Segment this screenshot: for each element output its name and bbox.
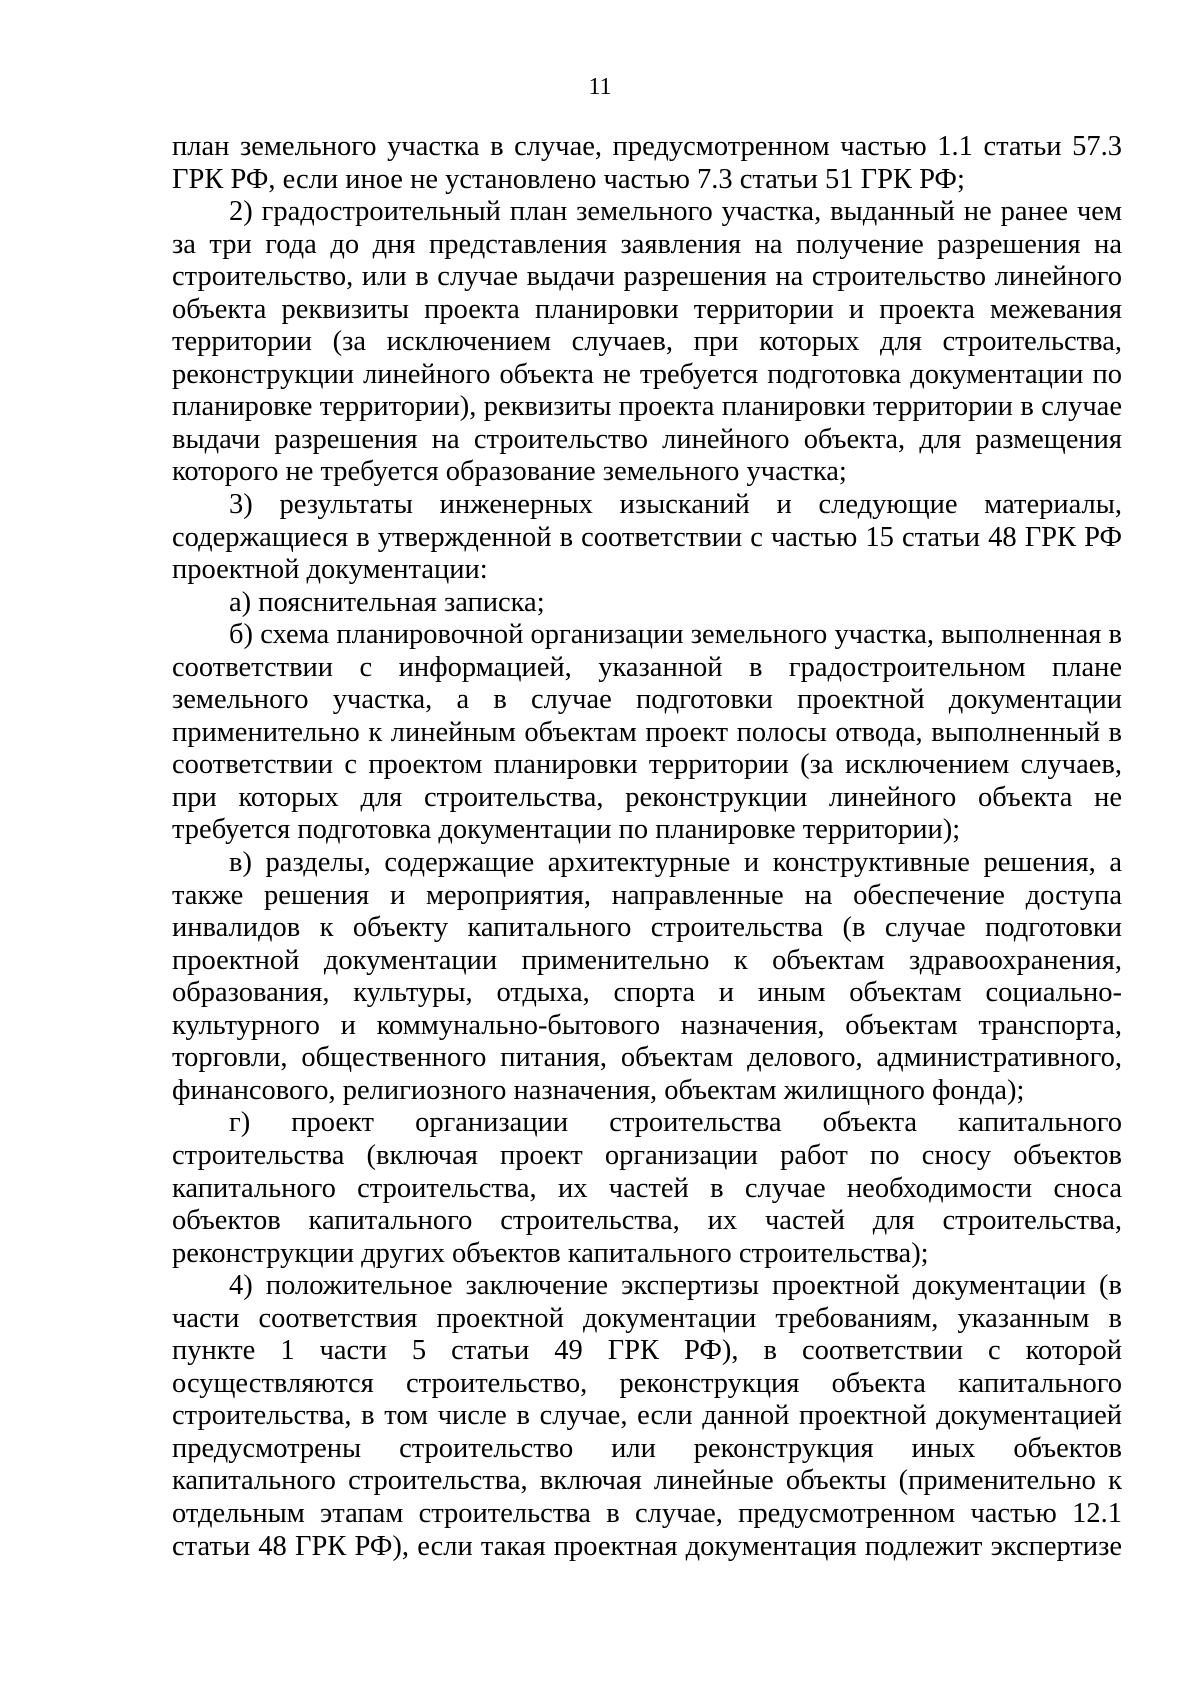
paragraph-subitem-a: а) пояснительная записка;: [229, 586, 545, 618]
paragraph-item-4: 4) положительное заключение экспертизы проектной документации (в части соответствия проектной документации требованиям, указанным в пункте 1 части 5 статьи 49 ГРК РФ), в соответствии с которой осуществляются строительство, реконструкция объекта капитального строительства, в том числе в случае, если данной проектной документацией предусмотрены строительство или реконструкция иных объектов капитального строительства, включая линейные объекты (применительно к отдельным этапам строительства в случае, предусмотренном частью 12.1 статьи 48 ГРК РФ), если такая проектная документация подлежит экспертизе: [172, 1270, 1122, 1562]
paragraph-continuation: план земельного участка в случае, предусмотренном частью 1.1 статьи 57.3 ГРК РФ, если иное не установлено частью 7.3 статьи 51 ГРК РФ;: [172, 131, 1122, 195]
paragraph-item-2: 2) градостроительный план земельного участка, выданный не ранее чем за три года до дня представления заявления на получение разрешения на строительство, или в случае выдачи разрешения на строительство линейного объекта реквизиты проекта планировки территории и проекта межевания территории (за исключением случаев, при которых для строительства, реконструкции линейного объекта не требуется подготовка документации по планировке территории), реквизиты проекта планировки территории в случае выдачи разрешения на строительство линейного объекта, для размещения которого не требуется образование земельного участка;: [172, 196, 1122, 488]
document-body: [172, 131, 1122, 1563]
page-number: 11: [588, 74, 612, 100]
paragraph-subitem-v: в) разделы, содержащие архитектурные и конструктивные решения, а также решения и мероприятия, направленные на обеспечение доступа инвалидов к объекту капитального строительства (в случае подготовки проектной документации применительно к объектам здравоохранения, образования, культуры, отдыха, спорта и иным объектам социально-культурного и коммунально-бытового назначения, объектам транспорта, торговли, общественного питания, объектам делового, административного, финансового, религиозного назначения, объектам жилищного фонда);: [172, 847, 1122, 1106]
paragraph-subitem-b: б) схема планировочной организации земельного участка, выполненная в соответствии с информацией, указанной в градостроительном плане земельного участка, а в случае подготовки проектной документации применительно к линейным объектам проект полосы отвода, выполненный в соответствии с проектом планировки территории (за исключением случаев, при которых для строительства, реконструкции линейного объекта не требуется подготовка документации по планировке территории);: [172, 619, 1122, 846]
paragraph-subitem-g: г) проект организации строительства объекта капитального строительства (включая проект организации работ по сносу объектов капитального строительства, их частей в случае необходимости сноса объектов капитального строительства, их частей для строительства, реконструкции других объектов капитального строительства);: [172, 1107, 1122, 1269]
paragraph-item-3: 3) результаты инженерных изысканий и следующие материалы, содержащиеся в утвержденной в соответствии с частью 15 статьи 48 ГРК РФ проектной документации:: [172, 489, 1122, 586]
